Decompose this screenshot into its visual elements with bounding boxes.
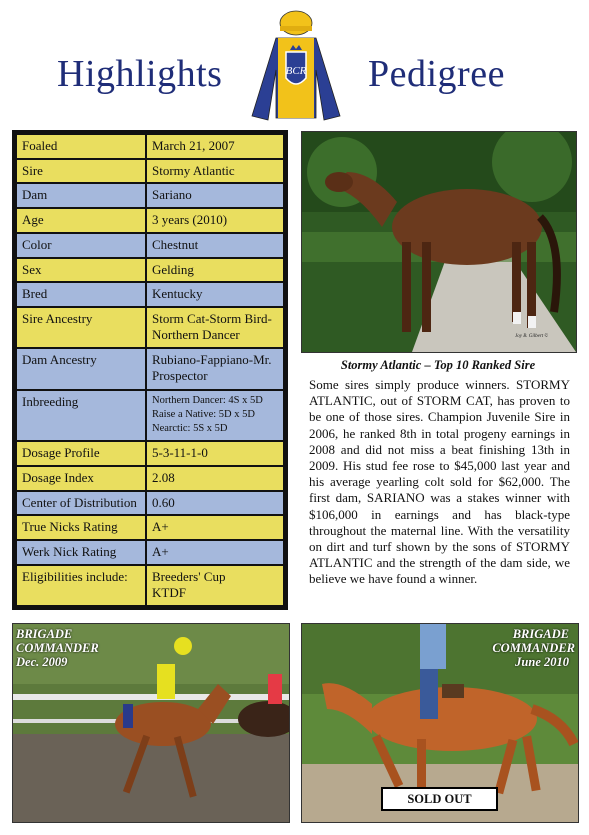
svg-text:BCR: BCR — [285, 65, 307, 77]
table-row: Color Chestnut — [17, 234, 283, 257]
jockey-silks-logo — [246, 8, 346, 126]
photo-title-line2: COMMANDER — [16, 641, 99, 655]
stormy-atlantic-photo — [301, 131, 577, 353]
photo-date: Dec. 2009 — [16, 655, 68, 669]
table-row: Inbreeding Northern Dancer: 4S x 5D Raise a Native: 5D x 5D Nearctic: 5S x 5D — [17, 391, 283, 441]
table-row: Dosage Profile 5-3-11-1-0 — [17, 442, 283, 465]
photo-caption: Stormy Atlantic – Top 10 Ranked Sire — [340, 358, 536, 372]
pedigree-table — [12, 130, 288, 610]
sold-out-badge: SOLD OUT — [381, 787, 498, 811]
inbreeding-value: Northern Dancer: 4S x 5D Raise a Native: 5D x 5D Nearctic: 5S x 5D — [152, 394, 263, 434]
table-row: Center of Distribution 0.60 — [17, 492, 283, 515]
photo-title-line1: BRIGADE — [512, 627, 569, 641]
title-highlights: Highlights — [57, 53, 223, 95]
table-row: True Nicks Rating A+ — [17, 516, 283, 539]
photo-title-line2: COMMANDER — [492, 641, 575, 655]
table-row: Foaled March 21, 2007 — [17, 135, 283, 158]
table-row: Eligibilities include: Breeders' Cup KTDF — [17, 566, 283, 605]
photo-credit: Joy B. Gilbert © — [515, 334, 549, 339]
table-row: Age 3 years (2010) — [17, 209, 283, 232]
title-pedigree: Pedigree — [368, 53, 505, 95]
body-paragraph: Some sires simply produce winners. STORMY ATLANTIC, out of STORM CAT, has proven to be one of those sires. Champion Juvenile Sire in 2006, he ranked 8th in total progeny earnings in 2008 and did not miss a beat finishing 13th in 2009. His stud fee rose to $45,000 last year and his average yearling colt sold for $62,000. The first dam, SARIANO was a stakes winner with $106,000 in earnings and has black-type throughout the maternal line. With the versatility on dirt and turf shown by the sons of STORMY ATLANTIC and the strength of the dam side, we believe we have found a winner. — [309, 377, 570, 587]
table-row: Dam Sariano — [17, 184, 283, 207]
photo-title-line1: BRIGADE — [16, 627, 73, 641]
table-row: Dam Ancestry Rubiano-Fappiano-Mr. Prospector — [17, 349, 283, 388]
photo-date: June 2010 — [515, 655, 569, 669]
table-row: Sex Gelding — [17, 259, 283, 282]
table-row: Sire Stormy Atlantic — [17, 160, 283, 183]
table-row: Werk Nick Rating A+ — [17, 541, 283, 564]
table-row: Bred Kentucky — [17, 283, 283, 306]
table-row: Sire Ancestry Storm Cat-Storm Bird-Northern Dancer — [17, 308, 283, 347]
table-row: Dosage Index 2.08 — [17, 467, 283, 490]
